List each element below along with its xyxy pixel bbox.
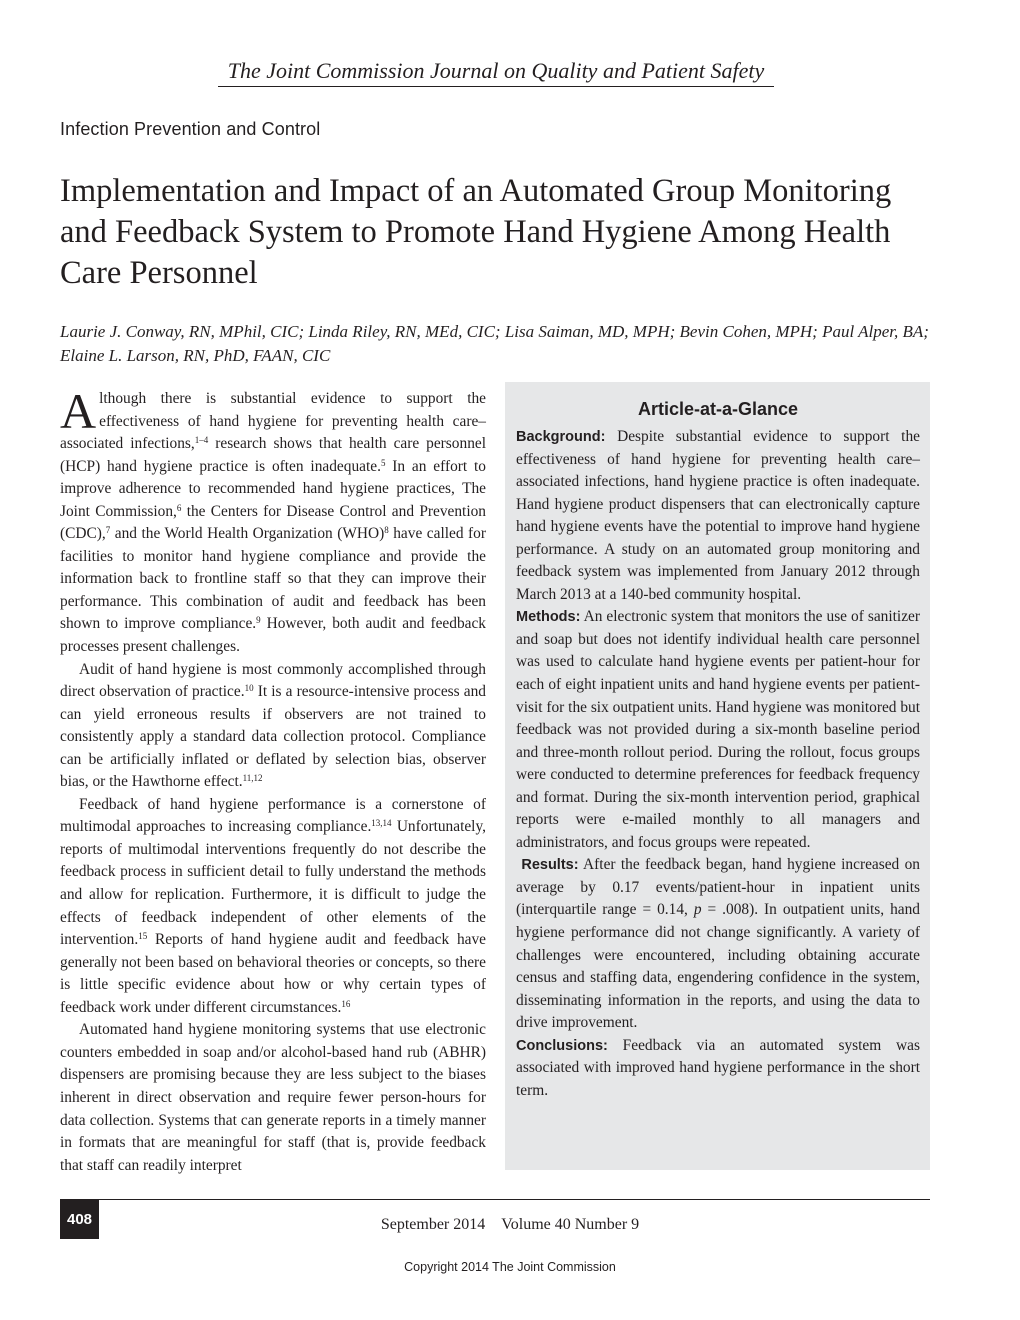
glance-background [516,426,920,606]
footer-rule [60,1199,930,1200]
reference-mark: 15 [138,931,148,942]
text-run: and the World Health Organization (WHO) [110,525,385,543]
conclusions-text: Feedback via an automated system was associated with improved hand hygiene performance in the short term. [516,1036,920,1099]
text-run: Feedback of hand hygiene performance is a cornerstone of multimodal approaches to increasing compliance. [60,795,486,836]
results-label: Results: [521,857,579,874]
reference-mark: 9 [256,615,261,626]
glance-methods [516,606,920,854]
article-title: Implementation and Impact of an Automated Group Monitoring and Feedback System to Promote Hand Hygiene Among Health Care Personnel [60,173,892,291]
glance-heading: Article-at-a-Glance [637,399,799,419]
drop-cap: A [60,383,97,439]
issue-info [300,1216,720,1234]
body-paragraph-4 [60,1019,486,1177]
issue-date: September 2014 [380,1216,486,1233]
results-text: = .008). In outpatient units, hand hygiene performance did not change significantly. A variety of challenges were encountered, including obtaining accurate census and staffing data, engendering confidence in the system, disseminating information in the reports, and using the data to drive improvement. [516,901,920,1032]
background-label: Background: [516,429,606,445]
reference-mark: 5 [380,457,386,468]
issue-volume: Volume 40 Number 9 [501,1216,640,1233]
text-run: Unfortunately, reports of multimodal interventions frequently do not describe the feedback process in sufficient detail to fully understand the methods and allow for replication. Furthermore, it is difficult to judge the effects of feedback independent of other elements of the intervention. [60,818,487,949]
reference-mark: 13,14 [371,818,392,829]
journal-title: The Joint Commission Journal on Quality and Patient Safety [218,56,774,87]
text-run: In an effort to improve adherence to recommended hand hygiene practices, The Joint Commission, [60,457,486,520]
body-paragraph-3 [60,794,486,1019]
text-run: research shows that health care personnel (HCP) hand hygiene practice is often inadequate. [60,435,486,475]
reference-mark: 11,12 [242,773,263,784]
methods-text: An electronic system that monitors the use of sanitizer and soap but does not identify individual health care personnel was used to calculate hand hygiene events per patient-hour for each of eight inpatient units and hand hygiene events per patient-visit for the six outpatient units. Hand hygiene was monitored but feedback was not provided during a six-month baseline period and three-month rollout period. During the rollout, focus groups were conducted to determine preferences for feedback frequency and format. During the six-month intervention period, graphical reports were e-mailed monthly to all managers and administrators, and focus groups were repeated. [516,608,920,851]
text-run: Automated hand hygiene monitoring systems that use electronic counters embedded in soap and/or alcohol-based hand rub (ABHR) dispensers are promising because they are less subject to the biases inherent in direct observation and require fewer person-hours for data collection. Systems that can generate reports in a timely manner in formats that are meaningful for staff (that is, provide feedback that staff can readily interpret [60,1021,486,1174]
text-run: Audit of hand hygiene is most commonly accomplished through direct observation of practice. [60,660,486,701]
conclusions-label: Conclusions: [516,1037,608,1054]
reference-mark: 16 [341,998,351,1009]
article-at-a-glance-box [505,382,930,1170]
background-text: Despite substantial evidence to support the effectiveness of hand hygiene for preventing health care–associated infections, hand hygiene practice is often inadequate. Hand hygiene product dispensers that can electronically capture hand hygiene events have the potential to improve hand hygiene performance. A study on an automated group monitoring and feedback system was implemented from January 2012 through March 2013 at a 140-bed community hospital. [516,428,920,603]
section-label: Infection Prevention and Control [60,119,321,139]
text-run: the Centers for Disease Control and Prevention (CDC), [60,502,486,543]
results-text: After the feedback began, hand hygiene increased on average by 0.17 events/patient-hour in inpatient units (interquartile range = 0.14, [516,856,920,919]
reference-mark: 10 [244,683,254,694]
text-run: lthough there is substantial evidence to support the effectiveness of hand hygiene for preventing health care–associated infections, [60,390,486,453]
page-number: 408 [60,1200,99,1239]
reference-mark: 6 [176,502,182,513]
text-run: have called for facilities to monitor hand hygiene compliance and provide the information back to frontline staff so that they can improve their performance. This combination of audit and feedback has been shown to improve compliance. [60,525,486,633]
reference-mark: 1–4 [194,435,209,446]
text-run: However, both audit and feedback processes present challenges. [60,615,486,656]
reference-mark: 7 [105,525,111,536]
body-paragraph-1 [60,383,486,659]
reference-mark: 8 [384,525,389,536]
text-run: It is a resource-intensive process and can yield erroneous results if observers are not trained to consistently apply a standard data collection protocol. Compliance can be artificially inflated or deflated by selection bias, observer bias, or the Hawthorne effect. [60,683,487,791]
text-run: Reports of hand hygiene audit and feedback have generally not been based on behavioral theories or concepts, so there is little specific evidence about how or why certain types of feedback work under different circumstances. [60,931,486,1016]
methods-label: Methods: [516,609,581,626]
glance-conclusions [516,1035,920,1103]
copyright-notice: Copyright 2014 The Joint Commission [404,1260,616,1274]
body-column [60,383,487,1177]
author-list: Laurie J. Conway, RN, MPhil, CIC; Linda Riley, RN, MEd, CIC; Lisa Saiman, MD, MPH; Bevin Cohen, MPH; Paul Alper, BA; Elaine L. Larson, RN, PhD, FAAN, CIC [60,322,929,365]
p-value-symbol: p [693,901,702,919]
body-paragraph-2 [60,659,486,794]
glance-results [516,854,920,1034]
